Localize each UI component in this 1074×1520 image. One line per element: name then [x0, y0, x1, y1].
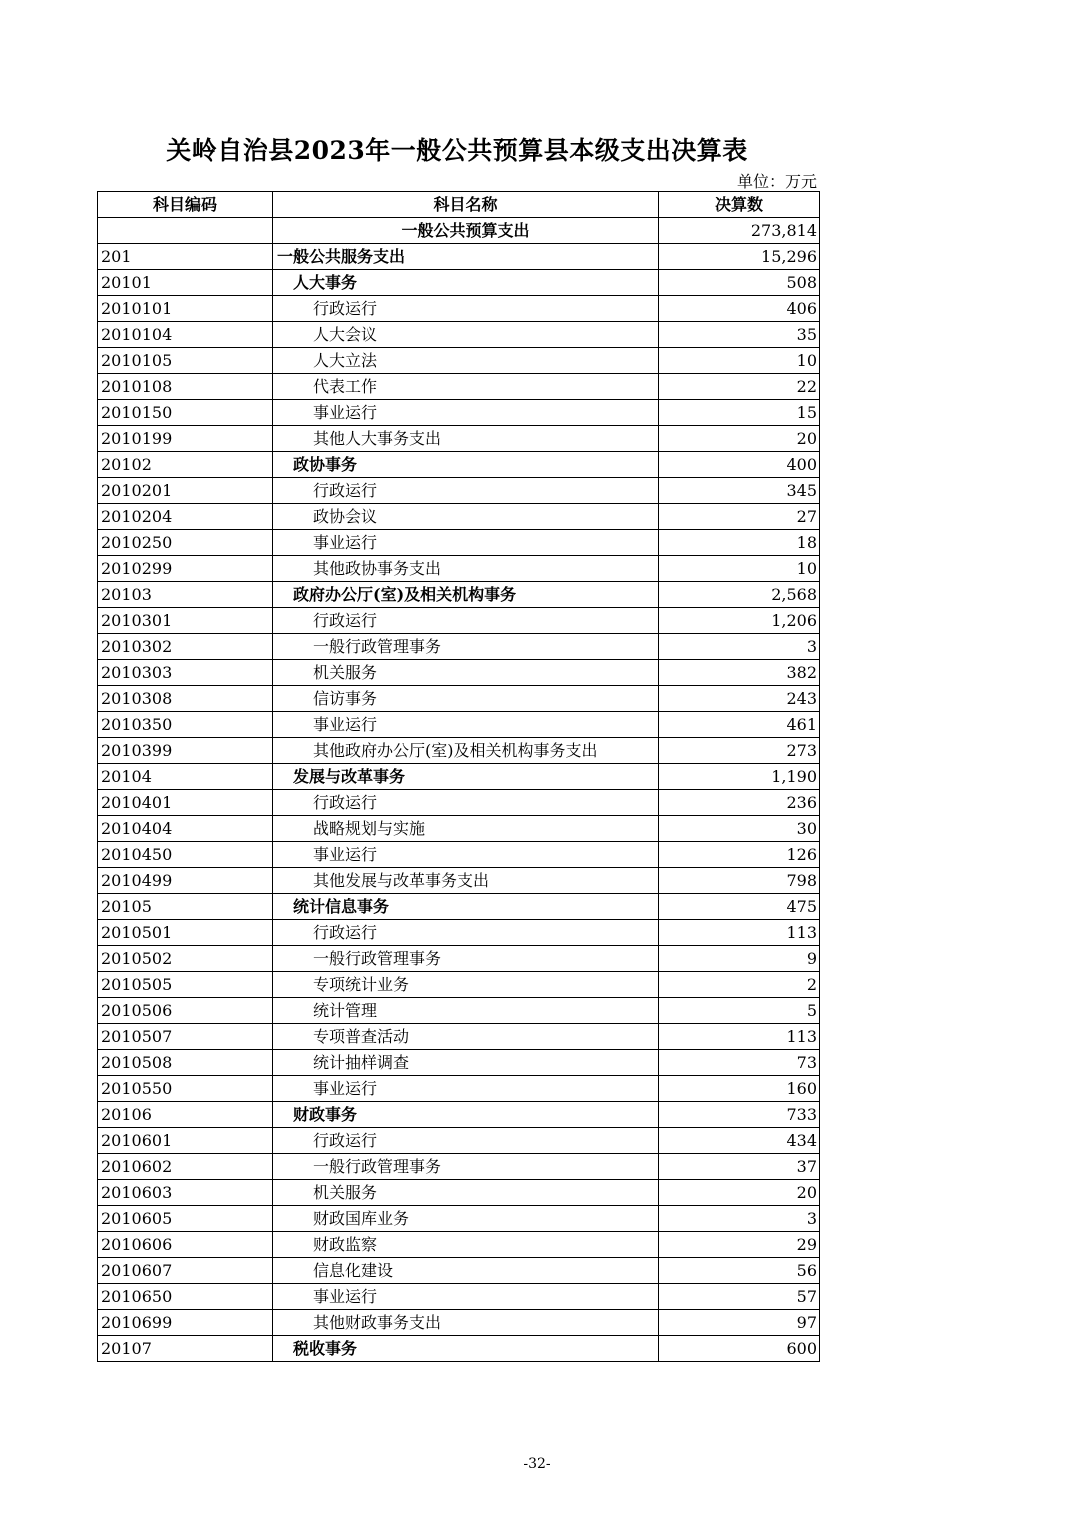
table-row	[98, 1102, 820, 1128]
table-row	[98, 972, 820, 998]
row-name: 事业运行	[273, 842, 659, 868]
row-code: 20105	[98, 894, 273, 920]
row-amount: 22	[659, 374, 820, 400]
row-name: 一般行政管理事务	[273, 1154, 659, 1180]
row-code: 2010603	[98, 1180, 273, 1206]
table-row	[98, 426, 820, 452]
row-name: 政协会议	[273, 504, 659, 530]
table-row	[98, 296, 820, 322]
row-amount: 20	[659, 426, 820, 452]
table-row	[98, 1310, 820, 1336]
row-name: 统计信息事务	[273, 894, 659, 920]
row-amount: 56	[659, 1258, 820, 1284]
table-row	[98, 920, 820, 946]
table-row	[98, 400, 820, 426]
row-code: 2010650	[98, 1284, 273, 1310]
table-row	[98, 1076, 820, 1102]
row-amount: 29	[659, 1232, 820, 1258]
row-amount: 461	[659, 712, 820, 738]
table-row	[98, 712, 820, 738]
table-row	[98, 790, 820, 816]
row-code: 20107	[98, 1336, 273, 1362]
row-code: 2010601	[98, 1128, 273, 1154]
row-name: 事业运行	[273, 712, 659, 738]
row-amount: 3	[659, 634, 820, 660]
row-amount: 2,568	[659, 582, 820, 608]
row-amount: 406	[659, 296, 820, 322]
table-row	[98, 1024, 820, 1050]
row-amount: 10	[659, 556, 820, 582]
row-amount: 57	[659, 1284, 820, 1310]
row-amount: 508	[659, 270, 820, 296]
table-row	[98, 738, 820, 764]
table-row	[98, 348, 820, 374]
row-amount: 15,296	[659, 244, 820, 270]
row-code: 2010602	[98, 1154, 273, 1180]
row-name: 人大事务	[273, 270, 659, 296]
table-row	[98, 322, 820, 348]
table-row	[98, 1128, 820, 1154]
row-name: 行政运行	[273, 920, 659, 946]
row-code: 2010506	[98, 998, 273, 1024]
table-row	[98, 634, 820, 660]
row-amount: 1,206	[659, 608, 820, 634]
row-name: 专项普查活动	[273, 1024, 659, 1050]
row-code: 2010101	[98, 296, 273, 322]
row-code: 2010450	[98, 842, 273, 868]
row-name: 统计管理	[273, 998, 659, 1024]
row-code: 2010508	[98, 1050, 273, 1076]
row-code: 2010201	[98, 478, 273, 504]
row-name: 行政运行	[273, 790, 659, 816]
table-row	[98, 660, 820, 686]
header-name: 科目名称	[273, 192, 659, 218]
row-amount: 113	[659, 920, 820, 946]
row-name: 统计抽样调查	[273, 1050, 659, 1076]
row-code: 2010505	[98, 972, 273, 998]
row-name: 财政国库业务	[273, 1206, 659, 1232]
row-name: 一般公共服务支出	[273, 244, 659, 270]
row-name: 机关服务	[273, 660, 659, 686]
row-amount: 733	[659, 1102, 820, 1128]
table-row	[98, 218, 820, 244]
row-code	[98, 218, 273, 244]
row-amount: 35	[659, 322, 820, 348]
row-code: 2010308	[98, 686, 273, 712]
row-name: 专项统计业务	[273, 972, 659, 998]
row-amount: 160	[659, 1076, 820, 1102]
row-amount: 10	[659, 348, 820, 374]
table-row	[98, 1336, 820, 1362]
row-amount: 3	[659, 1206, 820, 1232]
table-row	[98, 764, 820, 790]
row-amount: 434	[659, 1128, 820, 1154]
row-amount: 97	[659, 1310, 820, 1336]
row-code: 2010699	[98, 1310, 273, 1336]
table-row	[98, 1154, 820, 1180]
row-amount: 27	[659, 504, 820, 530]
budget-table	[97, 191, 820, 1362]
row-name: 政协事务	[273, 452, 659, 478]
row-amount: 15	[659, 400, 820, 426]
row-name: 一般行政管理事务	[273, 946, 659, 972]
header-amount: 决算数	[659, 192, 820, 218]
row-amount: 113	[659, 1024, 820, 1050]
row-name: 人大会议	[273, 322, 659, 348]
row-name: 税收事务	[273, 1336, 659, 1362]
row-code: 2010104	[98, 322, 273, 348]
row-name: 机关服务	[273, 1180, 659, 1206]
row-name: 财政监察	[273, 1232, 659, 1258]
row-code: 20104	[98, 764, 273, 790]
row-name: 事业运行	[273, 400, 659, 426]
table-row	[98, 270, 820, 296]
row-name: 事业运行	[273, 1076, 659, 1102]
table-row	[98, 842, 820, 868]
row-amount: 1,190	[659, 764, 820, 790]
row-amount: 37	[659, 1154, 820, 1180]
row-amount: 5	[659, 998, 820, 1024]
row-code: 20101	[98, 270, 273, 296]
row-amount: 9	[659, 946, 820, 972]
row-code: 2010507	[98, 1024, 273, 1050]
row-amount: 73	[659, 1050, 820, 1076]
table-row	[98, 686, 820, 712]
row-amount: 273,814	[659, 218, 820, 244]
row-name: 行政运行	[273, 296, 659, 322]
row-name: 信息化建设	[273, 1258, 659, 1284]
row-amount: 382	[659, 660, 820, 686]
row-name: 其他人大事务支出	[273, 426, 659, 452]
table-row	[98, 998, 820, 1024]
table-row	[98, 504, 820, 530]
row-code: 2010250	[98, 530, 273, 556]
page-number: -32-	[523, 1456, 551, 1472]
row-code: 2010605	[98, 1206, 273, 1232]
row-amount: 30	[659, 816, 820, 842]
row-code: 2010303	[98, 660, 273, 686]
row-name: 战略规划与实施	[273, 816, 659, 842]
table-row	[98, 452, 820, 478]
row-name: 行政运行	[273, 608, 659, 634]
table-row	[98, 946, 820, 972]
row-code: 2010350	[98, 712, 273, 738]
row-code: 2010105	[98, 348, 273, 374]
row-name: 一般公共预算支出	[273, 218, 659, 244]
row-name: 政府办公厅(室)及相关机构事务	[273, 582, 659, 608]
row-code: 2010501	[98, 920, 273, 946]
row-code: 2010204	[98, 504, 273, 530]
row-code: 2010302	[98, 634, 273, 660]
row-name: 发展与改革事务	[273, 764, 659, 790]
row-name: 其他政府办公厅(室)及相关机构事务支出	[273, 738, 659, 764]
row-name: 财政事务	[273, 1102, 659, 1128]
row-code: 201	[98, 244, 273, 270]
table-row	[98, 374, 820, 400]
row-amount: 2	[659, 972, 820, 998]
row-name: 行政运行	[273, 478, 659, 504]
row-amount: 798	[659, 868, 820, 894]
table-row	[98, 816, 820, 842]
table-row	[98, 1050, 820, 1076]
row-name: 人大立法	[273, 348, 659, 374]
row-code: 2010550	[98, 1076, 273, 1102]
row-name: 其他财政事务支出	[273, 1310, 659, 1336]
row-name: 事业运行	[273, 1284, 659, 1310]
row-amount: 236	[659, 790, 820, 816]
row-name: 事业运行	[273, 530, 659, 556]
table-row	[98, 478, 820, 504]
row-amount: 400	[659, 452, 820, 478]
row-name: 行政运行	[273, 1128, 659, 1154]
header-code: 科目编码	[98, 192, 273, 218]
row-code: 2010150	[98, 400, 273, 426]
table-row	[98, 556, 820, 582]
table-header-row	[98, 192, 820, 218]
row-code: 2010399	[98, 738, 273, 764]
table-body	[98, 218, 820, 1362]
row-amount: 600	[659, 1336, 820, 1362]
row-code: 2010301	[98, 608, 273, 634]
table-row	[98, 1258, 820, 1284]
row-code: 20103	[98, 582, 273, 608]
row-code: 2010404	[98, 816, 273, 842]
row-amount: 243	[659, 686, 820, 712]
table-row	[98, 894, 820, 920]
row-amount: 126	[659, 842, 820, 868]
row-code: 2010199	[98, 426, 273, 452]
row-code: 2010502	[98, 946, 273, 972]
row-code: 2010606	[98, 1232, 273, 1258]
row-amount: 20	[659, 1180, 820, 1206]
table-row	[98, 1284, 820, 1310]
table-row	[98, 244, 820, 270]
table-row	[98, 1206, 820, 1232]
row-code: 2010401	[98, 790, 273, 816]
row-code: 2010607	[98, 1258, 273, 1284]
row-amount: 273	[659, 738, 820, 764]
row-name: 其他发展与改革事务支出	[273, 868, 659, 894]
row-name: 其他政协事务支出	[273, 556, 659, 582]
row-amount: 475	[659, 894, 820, 920]
row-amount: 18	[659, 530, 820, 556]
table-row	[98, 1180, 820, 1206]
row-amount: 345	[659, 478, 820, 504]
row-code: 20106	[98, 1102, 273, 1128]
row-code: 2010108	[98, 374, 273, 400]
table-row	[98, 582, 820, 608]
table-row	[98, 868, 820, 894]
page-title: 关岭自治县2023年一般公共预算县本级支出决算表	[166, 136, 748, 165]
row-code: 20102	[98, 452, 273, 478]
row-code: 2010499	[98, 868, 273, 894]
table-row	[98, 530, 820, 556]
row-code: 2010299	[98, 556, 273, 582]
table-row	[98, 1232, 820, 1258]
row-name: 代表工作	[273, 374, 659, 400]
table-row	[98, 608, 820, 634]
unit-label: 单位：万元	[736, 172, 817, 191]
row-name: 信访事务	[273, 686, 659, 712]
row-name: 一般行政管理事务	[273, 634, 659, 660]
